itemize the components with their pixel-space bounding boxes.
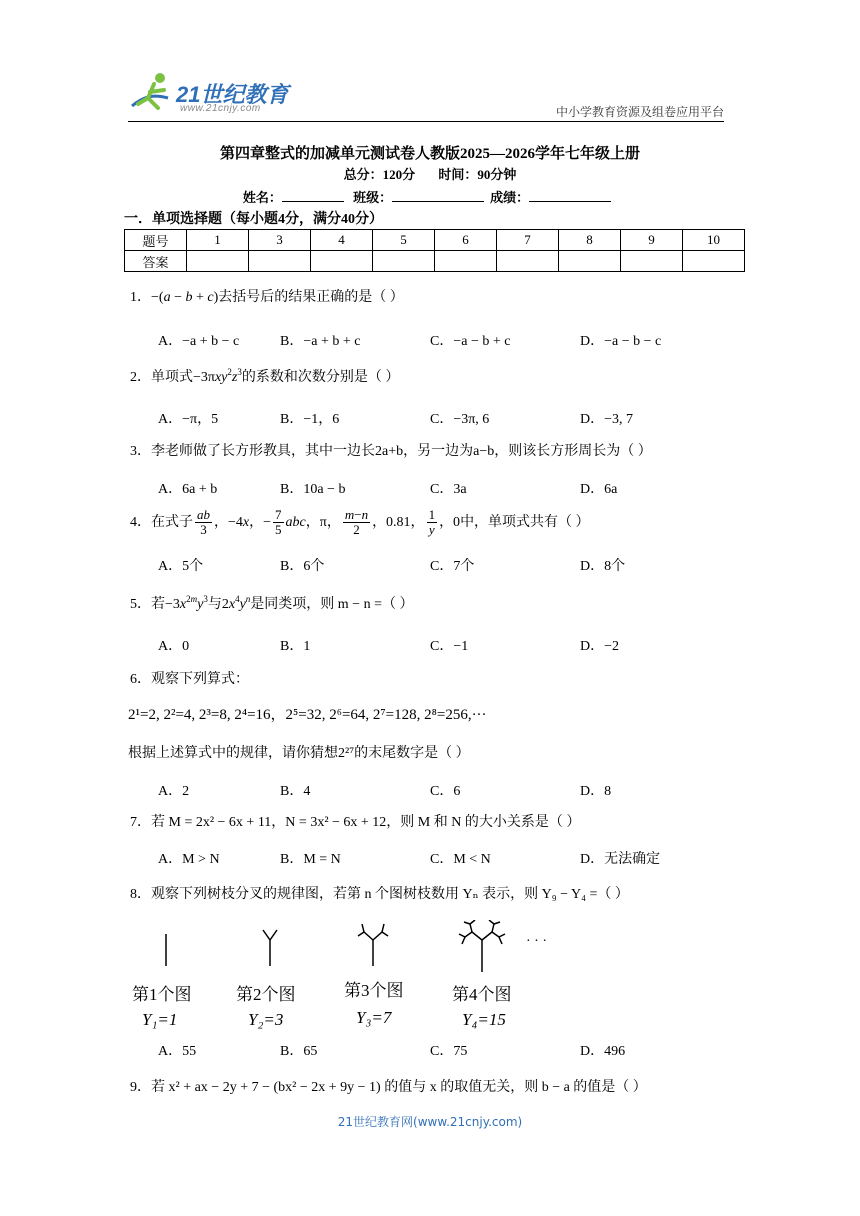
question-text: 单项式 [151,370,193,385]
option-d[interactable]: D．无法确定 [580,852,661,867]
question-3 [130,442,652,462]
option-b[interactable]: B．−a + b + c [280,334,361,349]
table-cell: 5 [373,230,435,251]
tree-value-4: Y₄=15 [462,1010,506,1029]
table-cell: 6 [435,230,497,251]
page-footer: 21世纪教育网(www.21cnjy.com) [337,1115,523,1129]
option-b[interactable]: B．6个 [280,559,325,574]
question-number: 2． [130,370,151,385]
option-c[interactable]: C．7个 [430,559,475,574]
tree-ellipsis: · · · [526,934,547,949]
tree-value-2: Y₂=3 [248,1010,284,1029]
answer-table [124,229,745,272]
tree-value-1: Y₁=1 [142,1010,178,1029]
question-text: 是同类项，则 m − n =（ ） [250,597,414,612]
question-text: 观察下列树枝分叉的规律图，若第 n 个图树枝数用 Yₙ 表示，则 Y₉ − Y₄ =（ ） [151,887,629,902]
section-heading: 一．单项选择题（每小题4分，满分40分） [124,212,383,227]
platform-tagline: 中小学教育资源及组卷应用平台 [555,105,724,119]
tree-label-3: 第3个图 [344,981,404,1000]
question-number: 6． [130,672,151,687]
answer-cell[interactable] [373,251,435,272]
question-text: 在式子 [151,515,193,531]
tree-label-1: 第1个图 [132,985,192,1004]
page-title: 第四章整式的加减单元测试卷人教版2025—2026学年七年级上册 [219,146,640,162]
table-header-cell: 题号 [125,230,187,251]
question-text: 去括号后的结果正确的是（ ） [218,290,404,305]
question-number: 5． [130,597,151,612]
question-text: 若 [151,597,165,612]
exam-time: 时间：90分钟 [438,167,517,182]
question-text: 与 [207,597,222,612]
option-d[interactable]: D．−a − b − c [580,334,662,349]
option-a[interactable]: A．M > N [158,852,220,867]
option-a[interactable]: A．2 [158,784,190,799]
option-c[interactable]: C．−1 [430,639,469,654]
option-b[interactable]: B．65 [280,1044,318,1059]
question-6 [130,670,249,690]
option-b[interactable]: B．10a − b [280,482,346,497]
table-cell: 8 [559,230,621,251]
tree-label-2: 第2个图 [236,985,296,1004]
option-d[interactable]: D．−2 [580,639,620,654]
question-number: 7． [130,815,151,830]
option-a[interactable]: A．55 [158,1044,197,1059]
option-c[interactable]: C．3a [430,482,467,497]
answer-cell[interactable] [311,251,373,272]
grade-label: 成绩： [490,190,530,205]
option-c[interactable]: C．−3π, 6 [430,412,490,427]
option-d[interactable]: D．6a [580,482,618,497]
question-8 [130,885,629,905]
option-d[interactable]: D．−3, 7 [580,412,634,427]
power-formula: 2¹=2, 2²=4, 2³=8, 2⁴=16，2⁵=32, 2⁶=64, 2⁷=128, 2⁸=256,··· [128,707,487,723]
option-a[interactable]: A．6a + b [158,482,218,497]
option-c[interactable]: C．M < N [430,852,491,867]
question-text: 观察下列算式： [151,672,249,687]
logo-number: 21 [176,82,201,107]
exam-meta [0,164,860,183]
table-cell: 1 [187,230,249,251]
logo-url: www.21cnjy.com [180,103,261,114]
option-a[interactable]: A．−π，5 [158,412,219,427]
question-number: 8． [130,887,151,902]
class-label: 班级： [353,190,393,205]
answer-cell[interactable] [435,251,497,272]
option-c[interactable]: C．75 [430,1044,468,1059]
table-row [125,251,745,272]
table-cell: 7 [497,230,559,251]
grade-blank[interactable] [529,188,611,202]
question-6-text: 根据上述算式中的规律，请你猜想2²⁷的末尾数字是（ ） [128,746,470,761]
question-5: 5．若$-3x^{2m}y^3$与$2x^4y^n$是同类项，则 m − n =（ ） [130,594,414,612]
question-4: 4．在式子 $\frac{ab}{3}$ ，−4x，− $\frac{7}{5}$ abc，π， $\frac{m-n}{2}$ ，0.81， $\frac{1}{y}$ ，0中，单项式共有（ ） [130,507,590,538]
table-cell: 9 [621,230,683,251]
question-text: 的系数和次数分别是（ ） [241,370,400,385]
question-number: 9． [130,1080,151,1095]
name-blank[interactable] [282,188,344,202]
option-d[interactable]: D．8 [580,784,612,799]
question-2: 2．单项式$-3\pi xy^2z^3$的系数和次数分别是（ ） [130,367,400,385]
question-text: 中，单项式共有（ ） [460,515,590,531]
question-number: 1． [130,290,151,305]
option-c[interactable]: C．−a − b + c [430,334,511,349]
answer-cell[interactable] [497,251,559,272]
question-number: 3． [130,444,151,459]
option-c[interactable]: C．6 [430,784,461,799]
answer-cell[interactable] [559,251,621,272]
question-1: 1．−(a − b + c)去括号后的结果正确的是（ ） [130,290,404,305]
option-b[interactable]: B．M = N [280,852,341,867]
table-cell: 3 [249,230,311,251]
question-9 [130,1078,647,1098]
table-cell: 4 [311,230,373,251]
tree-label-4: 第4个图 [452,985,512,1004]
question-text: 李老师做了长方形教具，其中一边长2a+b，另一边为a−b，则该长方形周长为（ ） [151,444,652,459]
option-b[interactable]: B．−1，6 [280,412,340,427]
question-text: 若 x² + ax − 2y + 7 − (bx² − 2x + 9y − 1) 的值与 x 的取值无关，则 b − a 的值是（ ） [151,1080,647,1095]
question-number: 4． [130,515,151,531]
table-header-cell: 答案 [125,251,187,272]
answer-cell[interactable] [621,251,683,272]
table-cell: 10 [683,230,745,251]
question-text: 若 M = 2x² − 6x + 11，N = 3x² − 6x + 12，则 M 和 N 的大小关系是（ ） [151,815,581,830]
option-a[interactable]: A．−a + b − c [158,334,240,349]
logo-chinese: 世纪教育 [200,82,289,107]
header-divider [128,121,724,122]
table-row [125,230,745,251]
class-blank[interactable] [392,188,484,202]
answer-cell[interactable] [683,251,745,272]
option-a[interactable]: A．5个 [158,559,204,574]
option-b[interactable]: B．1 [280,639,311,654]
tree-figures [120,920,560,972]
tree-value-3: Y₃=7 [356,1008,392,1027]
total-score: 总分：120分 [343,167,416,182]
option-a[interactable]: A．0 [158,639,190,654]
option-b[interactable]: B．4 [280,784,311,799]
option-d[interactable]: D．496 [580,1044,626,1059]
option-d[interactable]: D．8个 [580,559,626,574]
question-7 [130,813,580,833]
answer-cell[interactable] [187,251,249,272]
student-info [0,187,860,206]
answer-cell[interactable] [249,251,311,272]
name-label: 姓名： [242,190,282,205]
